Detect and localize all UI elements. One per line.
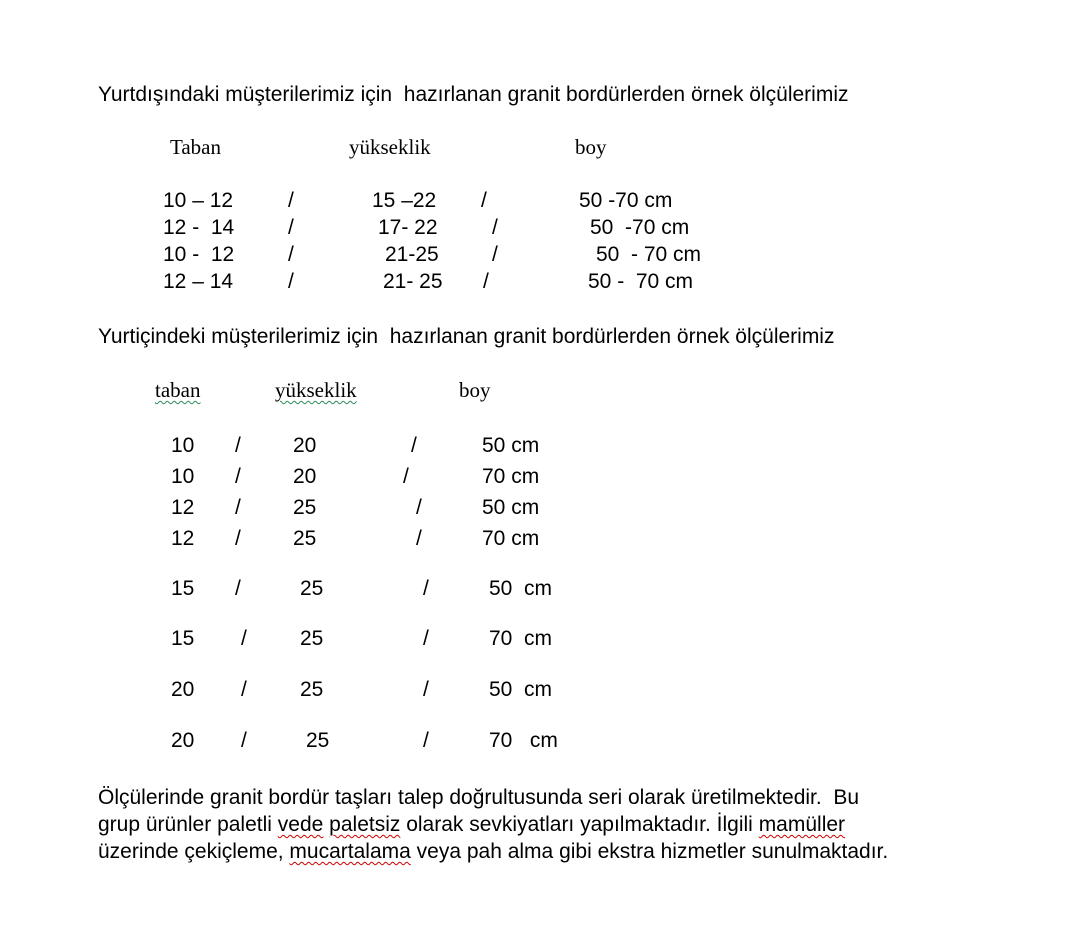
row-separator: /: [481, 189, 487, 212]
row-boy: 50 -70 cm: [590, 216, 690, 239]
footer-text: grup ürünler paletli: [98, 813, 278, 836]
row-separator: /: [241, 729, 247, 752]
row-separator: /: [483, 270, 489, 293]
row-taban: 10: [171, 465, 195, 488]
row-taban: 12: [171, 496, 195, 519]
footer-line-1: Ölçülerinde granit bordür taşları talep doğrultusunda seri olarak üretilmektedir. Bu: [98, 786, 860, 809]
footer-line-3: [98, 838, 1018, 865]
row-separator: /: [423, 678, 429, 701]
row-boy: 70 cm: [489, 627, 553, 650]
row-separator: /: [235, 434, 241, 457]
footer-text: üzerinde çekiçleme,: [98, 840, 290, 863]
row-taban: 12: [171, 527, 195, 550]
row-boy: 50 cm: [482, 434, 540, 457]
footer-paragraph: [98, 784, 1018, 865]
row-yukseklik: 21- 25: [383, 270, 443, 293]
row-yukseklik: 25: [293, 527, 317, 550]
row-separator: /: [492, 243, 498, 266]
row-separator: /: [423, 627, 429, 650]
misspelled-word: mucartalama: [289, 840, 411, 863]
row-separator: /: [403, 465, 409, 488]
row-taban: 10 - 12: [163, 243, 235, 266]
row-yukseklik: 21-25: [385, 243, 439, 266]
row-yukseklik: 25: [306, 729, 330, 752]
row-separator: /: [416, 527, 422, 550]
row-yukseklik: 25: [300, 627, 324, 650]
section2-heading: Yurtiçindeki müşterilerimiz için hazırlanan granit bordürlerden örnek ölçülerimiz: [98, 325, 835, 348]
row-separator: /: [416, 496, 422, 519]
row-separator: /: [288, 243, 294, 266]
row-taban: 10 – 12: [163, 189, 234, 212]
row-separator: /: [235, 577, 241, 600]
row-boy: 70 cm: [482, 527, 540, 550]
row-yukseklik: 25: [300, 678, 324, 701]
row-separator: /: [411, 434, 417, 457]
row-taban: 15: [171, 627, 195, 650]
row-boy: 50 cm: [489, 678, 553, 701]
row-separator: /: [235, 496, 241, 519]
misspelled-word: mamüller: [758, 813, 846, 836]
row-boy: 50 - 70 cm: [596, 243, 702, 266]
row-yukseklik: 25: [293, 496, 317, 519]
row-boy: 50 cm: [482, 496, 540, 519]
row-separator: /: [288, 216, 294, 239]
row-separator: /: [235, 465, 241, 488]
row-yukseklik: 15 –22: [372, 189, 437, 212]
footer-text: olarak sevkiyatları yapılmaktadır. İlgili: [400, 813, 759, 836]
section2-header-boy: boy: [459, 378, 491, 402]
row-separator: /: [423, 577, 429, 600]
row-taban: 20: [171, 678, 195, 701]
row-separator: /: [423, 729, 429, 752]
section1-header-taban: Taban: [170, 135, 222, 159]
row-boy: 50 - 70 cm: [588, 270, 694, 293]
row-separator: /: [241, 678, 247, 701]
row-taban: 10: [171, 434, 195, 457]
row-boy: 70 cm: [482, 465, 540, 488]
section1-header-yukseklik: yükseklik: [349, 135, 431, 159]
row-separator: /: [241, 627, 247, 650]
row-separator: /: [288, 270, 294, 293]
section1-header-boy: boy: [575, 135, 607, 159]
footer-text: veya pah alma gibi ekstra hizmetler sunulmaktadır.: [410, 840, 889, 863]
row-separator: /: [288, 189, 294, 212]
misspelled-word: paletsiz: [329, 813, 401, 836]
row-boy: 50 cm: [489, 577, 553, 600]
row-taban: 15: [171, 577, 195, 600]
row-separator: /: [235, 527, 241, 550]
misspelled-word: vede: [277, 813, 324, 836]
row-boy: 70 cm: [489, 729, 558, 752]
footer-line-2: [98, 811, 1018, 838]
row-boy: 50 -70 cm: [579, 189, 673, 212]
section2-header-taban: taban: [155, 378, 201, 402]
row-taban: 12 – 14: [163, 270, 234, 293]
row-yukseklik: 20: [293, 465, 317, 488]
row-yukseklik: 25: [300, 577, 324, 600]
row-yukseklik: 17- 22: [378, 216, 438, 239]
section1-heading: Yurtdışındaki müşterilerimiz için hazırlanan granit bordürlerden örnek ölçülerimiz: [98, 83, 849, 106]
row-taban: 12 - 14: [163, 216, 235, 239]
section2-header-yukseklik: yükseklik: [275, 378, 357, 402]
row-taban: 20: [171, 729, 195, 752]
row-yukseklik: 20: [293, 434, 317, 457]
row-separator: /: [492, 216, 498, 239]
